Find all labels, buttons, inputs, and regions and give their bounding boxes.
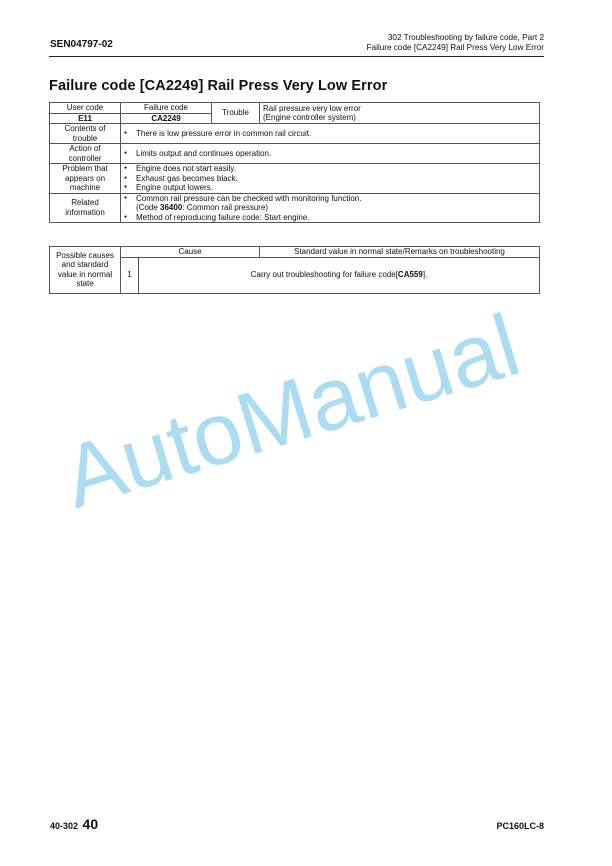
related-code-line — [124, 203, 536, 213]
related-code-prefix: (Code — [136, 203, 161, 212]
contents-cell — [121, 124, 540, 144]
machine-model: PC160LC-8 — [496, 821, 544, 831]
table-row — [50, 193, 540, 223]
table-row — [50, 144, 540, 164]
page-number-prefix: 40-302 — [50, 821, 79, 831]
related-code-suffix: : Common rail pressure) — [182, 203, 269, 212]
table-row — [50, 257, 540, 293]
page-title: Failure code [CA2249] Rail Press Very Low Error — [49, 78, 388, 94]
related-label: Related information — [50, 193, 121, 223]
failure-code-label: Failure code — [121, 103, 212, 114]
cause-text-suffix: ]. — [422, 270, 428, 280]
related-item-reproduce: ● Method of reproducing failure code: Start engine. — [124, 213, 536, 223]
possible-causes-label: Possible causes and standard value in normal state — [50, 247, 121, 294]
failure-info-table — [49, 102, 540, 223]
cause-row-number: 1 — [121, 257, 139, 293]
user-code-value: E11 — [50, 113, 121, 124]
trouble-line-1: Rail pressure very low error — [263, 103, 361, 113]
cause-row-text — [139, 257, 540, 293]
watermark-text: AutoManual — [52, 294, 531, 527]
problem-item: ● Engine does not start easily. — [124, 164, 536, 174]
standard-header: Standard value in normal state/Remarks on troubleshooting — [260, 247, 540, 258]
related-code-value: 36400 — [160, 203, 183, 212]
page-number-big: 40 — [82, 816, 99, 832]
failure-code-value: CA2249 — [121, 113, 212, 124]
header-page-topic: Failure code [CA2249] Rail Press Very Low Error — [366, 43, 544, 52]
trouble-label: Trouble — [212, 103, 260, 124]
user-code-label: User code — [50, 103, 121, 114]
contents-text: ● There is low pressure error in common rail circuit. — [124, 129, 536, 139]
trouble-line-2: (Engine controller system) — [263, 113, 356, 122]
cause-header: Cause — [121, 247, 260, 258]
problem-item: ● Engine output lowers. — [124, 183, 536, 193]
table-row — [50, 124, 540, 144]
cause-code: CA559 — [397, 270, 423, 280]
header-section-title: 302 Troubleshooting by failure code, Part 2 — [387, 33, 544, 42]
trouble-description — [260, 103, 540, 124]
header-rule — [49, 56, 544, 57]
action-text: ● Limits output and continues operation. — [124, 149, 536, 159]
cause-table — [49, 246, 540, 294]
cause-text-prefix: Carry out troubleshooting for failure code[ — [250, 270, 398, 280]
action-label: Action of controller — [50, 144, 121, 164]
table-row — [50, 164, 540, 194]
page-number — [50, 816, 98, 832]
problem-cell — [121, 164, 540, 194]
problem-item: ● Exhaust gas becomes black. — [124, 174, 536, 184]
related-cell — [121, 193, 540, 223]
table-row — [50, 103, 540, 114]
table-row — [50, 247, 540, 258]
action-cell — [121, 144, 540, 164]
problem-label: Problem that appears on machine — [50, 164, 121, 194]
header-section-info — [367, 33, 544, 53]
contents-label: Contents of trouble — [50, 124, 121, 144]
related-item-monitoring: ● Common rail pressure can be checked with monitoring function. — [124, 194, 536, 204]
doc-id: SEN04797-02 — [50, 39, 113, 50]
